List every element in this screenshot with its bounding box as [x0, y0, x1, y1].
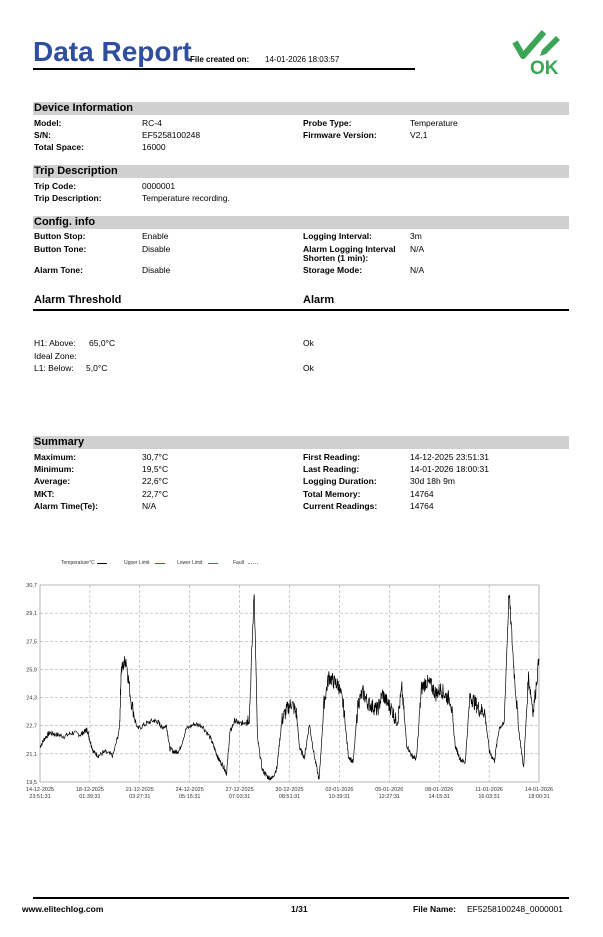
- legend-swatch-0: [97, 563, 107, 564]
- y-tick-label: 30,7: [26, 583, 37, 589]
- alarm-logging-value: N/A: [410, 244, 425, 254]
- x-tick-date: 18-12-2025: [75, 787, 104, 793]
- section-summary: Summary: [33, 436, 569, 449]
- y-tick-label: 24,3: [26, 695, 37, 702]
- mkt-label: MKT:: [34, 489, 55, 499]
- alarm-logging-label-2: Shorten (1 min):: [303, 253, 369, 263]
- average-label: Average:: [34, 476, 71, 486]
- footer-divider: [33, 897, 569, 899]
- alarm-heading: Alarm: [303, 294, 335, 306]
- current-readings-value: 14764: [410, 501, 434, 511]
- x-tick-time: 10:39:31: [328, 794, 351, 800]
- model-label: Model:: [34, 118, 62, 128]
- legend-label-1: Upper Limit: [124, 560, 150, 566]
- firmware-label: Firmware Version:: [303, 130, 377, 140]
- report-title: Data Report: [33, 36, 192, 67]
- footer-page-number: 1/31: [291, 904, 308, 914]
- sn-value: EF5258100248: [142, 130, 201, 140]
- logging-duration-label: Logging Duration:: [303, 476, 377, 486]
- button-tone-label: Button Tone:: [34, 244, 87, 254]
- ok-status-text: OK: [530, 58, 559, 79]
- legend-swatch-2: [208, 563, 218, 564]
- firmware-value: V2,1: [410, 130, 428, 140]
- x-tick-date: 11-01-2026: [475, 787, 503, 793]
- legend-label-2: Lower Limit: [177, 560, 203, 566]
- alarm-tone-value: Disable: [142, 265, 171, 275]
- x-tick-date: 24-12-2025: [175, 787, 204, 793]
- sn-label: S/N:: [34, 130, 51, 140]
- temperature-chart: [20, 575, 554, 805]
- trip-code-label: Trip Code:: [34, 181, 77, 191]
- x-tick-time: 18:00:31: [528, 794, 550, 800]
- legend-swatch-3: [248, 563, 258, 564]
- x-tick-time: 03:27:31: [129, 794, 151, 800]
- average-value: 22,6°C: [142, 476, 169, 486]
- h1-status: Ok: [303, 338, 314, 348]
- x-tick-date: 14-12-2025: [25, 787, 55, 793]
- section-config-info: Config. info: [33, 216, 569, 229]
- button-stop-value: Enable: [142, 231, 169, 241]
- h1-value: 65,0°C: [89, 338, 116, 348]
- total-memory-label: Total Memory:: [303, 489, 361, 499]
- l1-value: 5,0°C: [86, 363, 108, 373]
- maximum-label: Maximum:: [34, 452, 77, 462]
- last-reading-value: 14-01-2026 18:00:31: [410, 464, 489, 474]
- minimum-label: Minimum:: [34, 464, 75, 474]
- x-tick-time: 14:15:31: [428, 794, 450, 800]
- alarm-tone-label: Alarm Tone:: [34, 265, 83, 275]
- footer-website[interactable]: www.elitechlog.com: [22, 904, 104, 914]
- x-tick-date: 08-01-2026: [425, 787, 454, 793]
- l1-label: L1: Below:: [34, 363, 74, 373]
- last-reading-label: Last Reading:: [303, 464, 360, 474]
- x-tick-date: 14-01-2026: [524, 787, 554, 793]
- trip-desc-label: Trip Description:: [34, 193, 102, 203]
- y-tick-label: 25,9: [26, 667, 37, 674]
- legend-swatch-1: [155, 563, 165, 564]
- x-tick-time: 08:51:31: [278, 794, 301, 800]
- legend-label-0: Temperature°C: [61, 560, 95, 566]
- file-created-value: 14-01-2026 18:03:57: [265, 55, 340, 64]
- x-tick-date: 21-12-2025: [125, 787, 154, 793]
- total-memory-value: 14764: [410, 489, 434, 499]
- ok-checkmark-icon: [512, 28, 568, 79]
- ok-status-logo: [512, 28, 568, 79]
- probe-type-value: Temperature: [410, 118, 458, 128]
- y-tick-label: 19,5: [26, 780, 37, 786]
- storage-mode-value: N/A: [410, 265, 425, 275]
- x-tick-date: 05-01-2026: [375, 787, 404, 793]
- trip-desc-value: Temperature recording.: [142, 193, 230, 203]
- section-trip-description: Trip Description: [33, 165, 569, 178]
- y-tick-label: 29,1: [26, 611, 37, 618]
- footer-file-name-value: EF5258100248_0000001: [467, 904, 563, 914]
- alarm-time-value: N/A: [142, 501, 157, 511]
- l1-status: Ok: [303, 363, 314, 373]
- file-created-label: File created on:: [190, 55, 250, 64]
- footer-file-name-label: File Name:: [413, 904, 456, 914]
- minimum-value: 19,5°C: [142, 464, 169, 474]
- legend-label-3: Fault: [233, 560, 245, 566]
- current-readings-label: Current Readings:: [303, 501, 378, 511]
- storage-mode-label: Storage Mode:: [303, 265, 363, 275]
- x-tick-time: 07:03:31: [228, 794, 251, 800]
- model-value: RC-4: [142, 118, 162, 128]
- x-tick-time: 23:51:31: [29, 794, 51, 800]
- button-tone-value: Disable: [142, 244, 171, 254]
- x-tick-time: 12:27:31: [378, 794, 401, 800]
- h1-label: H1: Above:: [34, 338, 76, 348]
- logging-interval-value: 3m: [410, 231, 422, 241]
- button-stop-label: Button Stop:: [34, 231, 86, 241]
- maximum-value: 30,7°C: [142, 452, 169, 462]
- total-space-label: Total Space:: [34, 142, 84, 152]
- y-tick-label: 27,5: [26, 639, 37, 646]
- x-tick-date: 30-12-2025: [275, 787, 304, 793]
- x-tick-date: 02-01-2026: [325, 787, 354, 793]
- x-tick-time: 16:03:31: [478, 794, 500, 800]
- x-tick-date: 27-12-2025: [225, 787, 254, 793]
- probe-type-label: Probe Type:: [303, 118, 352, 128]
- y-tick-label: 22,7: [26, 723, 37, 730]
- total-space-value: 16000: [142, 142, 166, 152]
- trip-code-value: 0000001: [142, 181, 176, 191]
- logging-duration-value: 30d 18h 9m: [410, 476, 455, 486]
- mkt-value: 22,7°C: [142, 489, 169, 499]
- logging-interval-label: Logging Interval:: [303, 231, 372, 241]
- x-tick-time: 05:15:31: [178, 794, 201, 800]
- x-tick-time: 01:39:31: [79, 794, 101, 800]
- first-reading-label: First Reading:: [303, 452, 361, 462]
- y-tick-label: 21,1: [26, 751, 37, 758]
- title-divider: [33, 68, 415, 70]
- alarm-divider: [33, 309, 569, 311]
- alarm-time-label: Alarm Time(Te):: [34, 501, 98, 511]
- ideal-zone-label: Ideal Zone:: [34, 351, 77, 361]
- alarm-threshold-heading: Alarm Threshold: [34, 294, 122, 306]
- first-reading-value: 14-12-2025 23:51:31: [410, 452, 489, 462]
- alarm-logging-label-1: Alarm Logging Interval: [303, 244, 396, 254]
- section-device-information: Device Information: [33, 102, 569, 115]
